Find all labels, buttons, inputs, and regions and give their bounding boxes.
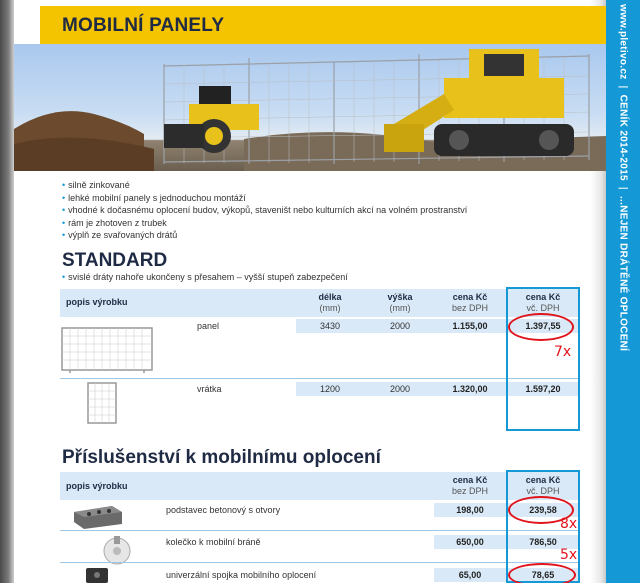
- clamp-price-circle: [508, 563, 576, 583]
- feature-list: [62, 179, 467, 242]
- standard-row-panel-length: 3430: [319, 321, 341, 331]
- feature-item: • silně zinkované: [62, 179, 467, 192]
- concrete-base-image: [72, 502, 124, 530]
- feature-item: • lehké mobilní panely s jednoduchou montáží: [62, 192, 467, 205]
- panel-qty-note: 7x: [554, 344, 572, 360]
- panel-price-circle: [508, 313, 574, 341]
- acc-row-clamp-name: univerzální spojka mobilního oplocení: [166, 570, 317, 580]
- standard-header-name: popis výrobku: [66, 297, 128, 307]
- standard-row-gate-length: 1200: [319, 384, 341, 394]
- standard-header-price: cena Kč bez DPH: [451, 292, 488, 313]
- page-title: MOBILNÍ PANELY: [62, 15, 225, 36]
- page-edge-left: [0, 0, 14, 583]
- construction-site-photo: [14, 44, 606, 171]
- side-catalog-year: CENÍK 2014-2015: [617, 94, 629, 181]
- acc-row-clamp-price: 65,00: [458, 570, 482, 580]
- side-brand-text: www.pletivo.cz|CENÍK 2014-2015|...NEJEN DRÁTĚNÉ OPLOCENÍ: [617, 4, 629, 352]
- standard-row-panel-height: 2000: [389, 321, 411, 331]
- acc-row-base-price-vat: 239,58: [529, 505, 557, 515]
- side-url: www.pletivo.cz: [617, 4, 629, 80]
- feature-item: • rám je zhotoven z trubek: [62, 217, 467, 230]
- row-divider: [60, 530, 580, 531]
- acc-row-base-name: podstavec betonový s otvory: [166, 505, 281, 515]
- standard-header-price-vat: cena Kč vč. DPH: [525, 292, 561, 313]
- standard-row-gate-height: 2000: [389, 384, 411, 394]
- row-divider: [60, 562, 580, 563]
- clamp-qty-note: 5x: [560, 547, 578, 563]
- standard-header-height: výška (mm): [387, 292, 413, 313]
- base-qty-note: 8x: [560, 516, 578, 532]
- standard-row-panel-price: 1.155,00: [452, 321, 488, 331]
- standard-row-gate-price: 1.320,00: [452, 384, 488, 394]
- acc-row-wheel-price-vat: 786,50: [529, 537, 557, 547]
- standard-header-length: délka (mm): [318, 292, 342, 313]
- standard-row-panel-name: panel: [197, 321, 220, 331]
- acc-row-clamp-price-vat: 78,65: [531, 570, 555, 580]
- standard-row-gate-name: vrátka: [197, 384, 222, 394]
- standard-title: STANDARD: [62, 250, 168, 271]
- accessories-title: Příslušenství k mobilnímu oplocení: [62, 447, 381, 468]
- standard-row-panel-price-vat: 1.397,55: [525, 321, 561, 331]
- acc-row-wheel-name: kolečko k mobilní bráně: [166, 537, 261, 547]
- accessories-header-price: cena Kč bez DPH: [451, 475, 488, 496]
- mobile-panel-image: [60, 326, 154, 374]
- acc-row-wheel-price: 650,00: [456, 537, 484, 547]
- feature-item: • výplň ze svařovaných drátů: [62, 229, 467, 242]
- mobile-gate-image: [86, 381, 118, 427]
- accessories-header-name: popis výrobku: [66, 481, 128, 491]
- row-divider: [60, 378, 580, 379]
- acc-row-base-price: 198,00: [456, 505, 484, 515]
- side-ellipsis: ...: [617, 195, 629, 206]
- universal-clamp-image: [84, 566, 110, 583]
- side-tagline: NEJEN DRÁTĚNÉ OPLOCENÍ: [617, 205, 629, 352]
- feature-item: • vhodné k dočasnému oplocení budov, výkopů, staveništ nebo kulturních akcí na volném prostranství: [62, 204, 467, 217]
- standard-subtitle: • svislé dráty nahoře ukončeny s přesahem – vyšší stupeň zabezpečení: [62, 272, 348, 282]
- accessories-header-price-vat: cena Kč vč. DPH: [525, 475, 561, 496]
- standard-row-gate-price-vat: 1.597,20: [525, 384, 561, 394]
